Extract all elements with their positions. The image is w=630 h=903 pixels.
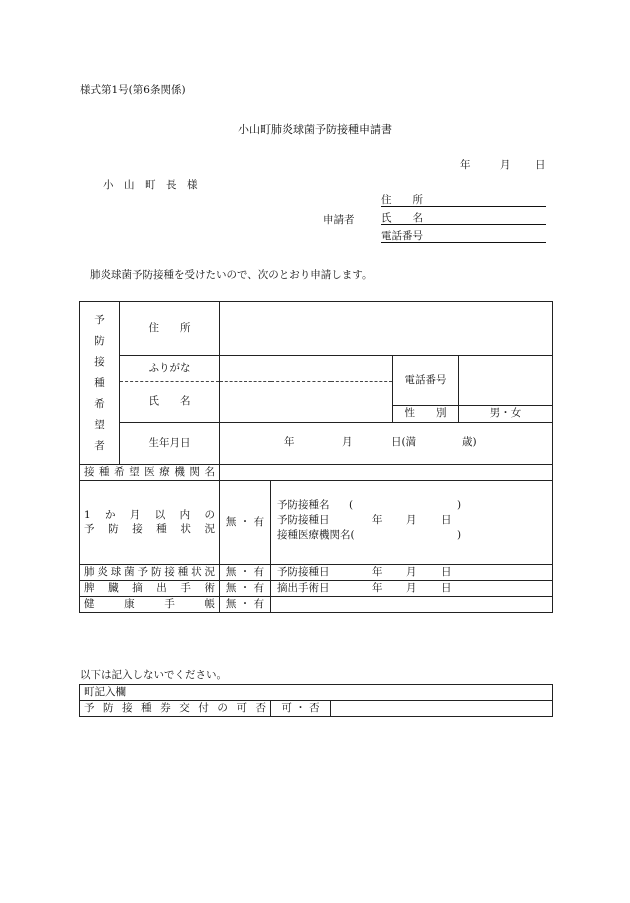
applicant-address-field[interactable] — [381, 192, 546, 207]
birth-age: 歳) — [462, 435, 477, 448]
date-day: 日 — [535, 159, 546, 171]
furigana-input[interactable] — [220, 356, 393, 382]
health-book-detail[interactable] — [271, 597, 553, 613]
page-title: 小山町肺炎球菌予防接種申請書 — [238, 123, 392, 136]
spleen-surgery-choice[interactable]: 無 ・ 有 — [220, 581, 271, 597]
address-label: 住 所 — [120, 302, 220, 356]
birth-year: 年 — [284, 435, 295, 448]
address-input[interactable] — [220, 302, 553, 356]
gender-choice[interactable]: 男・女 — [459, 406, 553, 423]
birth-day: 日(満 — [391, 435, 417, 448]
applicant-name-label: 氏 名 — [381, 212, 423, 224]
health-book-choice[interactable]: 無 ・ 有 — [220, 597, 271, 613]
application-table — [79, 301, 553, 613]
hospital-label: 接種希望医療機関名 — [80, 465, 220, 481]
ticket-issue-choice[interactable]: 可 ・ 否 — [271, 701, 331, 717]
pneumo-status-choice[interactable]: 無 ・ 有 — [220, 565, 271, 581]
pneumo-status-label: 肺炎球菌予防接種状況 — [80, 565, 220, 581]
phone-input[interactable] — [459, 356, 553, 406]
applicant-phone-label: 電話番号 — [381, 230, 423, 242]
spleen-surgery-label: 脾臓摘出手術 — [80, 581, 220, 597]
hospital-input[interactable] — [220, 465, 553, 481]
applicant-label: 申請者 — [323, 214, 355, 226]
birthdate-label: 生年月日 — [120, 423, 220, 465]
birthdate-input[interactable] — [220, 423, 553, 465]
date-year: 年 — [460, 159, 471, 171]
applicant-phone-field[interactable] — [381, 228, 546, 243]
health-book-label: 健康手帳 — [80, 597, 220, 613]
intro-text: 肺炎球菌予防接種を受けたいので、次のとおり申請します。 — [90, 269, 373, 281]
name-input[interactable] — [220, 382, 393, 423]
date-month: 月 — [500, 159, 511, 171]
applicant-address-label: 住 所 — [381, 194, 423, 206]
pneumo-date[interactable]: 予防接種日 年 月 日 — [271, 565, 553, 581]
recent-vaccination-choice[interactable]: 無 ・ 有 — [220, 481, 271, 565]
gender-label: 性 別 — [393, 406, 459, 423]
form-number: 様式第1号(第6条関係) — [80, 84, 186, 96]
spleen-surgery-date[interactable]: 摘出手術日 年 月 日 — [271, 581, 553, 597]
phone-label: 電話番号 — [393, 356, 459, 406]
furigana-label: ふりがな — [120, 356, 220, 382]
name-label: 氏 名 — [120, 382, 220, 423]
office-use-note: 以下は記入しないでください。 — [80, 669, 227, 681]
ticket-issue-label: 予防接種券交付の可否 — [80, 701, 271, 717]
birth-month: 月 — [342, 435, 353, 448]
office-use-table — [79, 684, 553, 717]
applicant-group-label: 予 防 接 種 希 望 者 — [80, 302, 120, 465]
applicant-name-field[interactable] — [381, 210, 546, 225]
recent-vaccination-detail[interactable]: 予防接種名 ( ) 予防接種日 年 月 日 接種医療機関名( ) — [271, 481, 553, 565]
recent-vaccination-label: 1か月以内の 予防接種状況 — [80, 481, 220, 565]
office-use-label: 町記入欄 — [80, 685, 553, 701]
ticket-issue-detail[interactable] — [331, 701, 553, 717]
addressee: 小 山 町 長 様 — [103, 179, 198, 191]
